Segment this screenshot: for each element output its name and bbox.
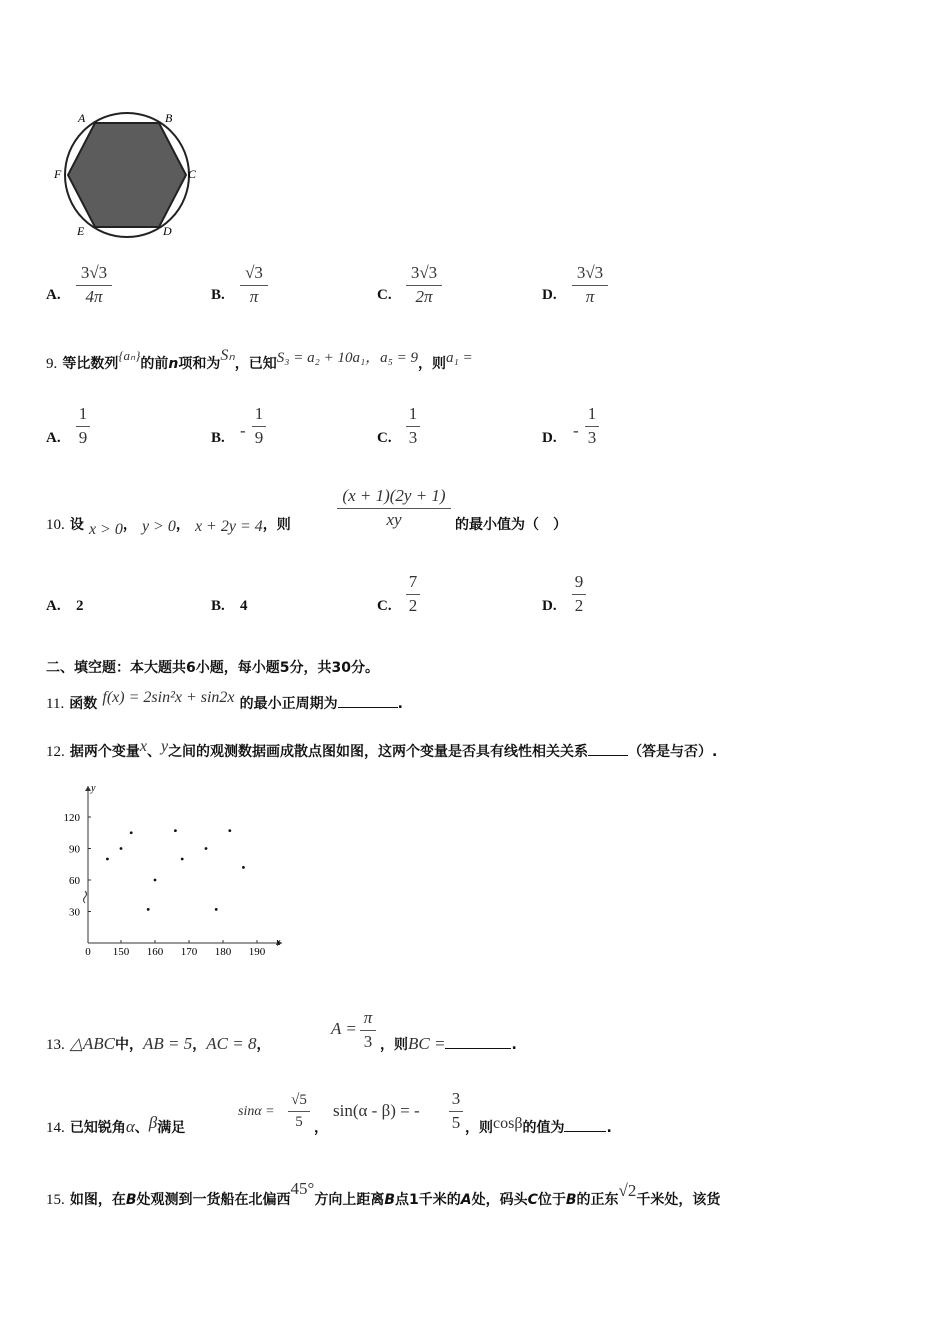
q14-number: 14. bbox=[46, 1120, 65, 1136]
q10-option-a-value: 2 bbox=[76, 598, 84, 614]
q10-text-1: 设 bbox=[69, 517, 84, 533]
data-point bbox=[228, 829, 231, 832]
vertex-label-a: A bbox=[78, 111, 86, 125]
q10-text-2: ，则 bbox=[262, 517, 291, 533]
q10-number: 10. bbox=[46, 517, 65, 533]
q9-option-d-label: D. bbox=[542, 430, 557, 446]
q9-text-1: 等比数列 bbox=[62, 356, 119, 372]
q8-option-b-value: √3 π bbox=[240, 264, 268, 306]
q10-option-a-label: A. bbox=[46, 598, 61, 614]
hexagon-in-circle-figure bbox=[50, 105, 210, 245]
question-10: 10. 设 x > 0， y > 0， x + 2y = 4，则 bbox=[46, 517, 291, 538]
q13-ac: AC = 8 bbox=[206, 1034, 257, 1053]
q14-text-4: 的值为 bbox=[522, 1120, 565, 1136]
q10-cond-y: y > 0 bbox=[141, 518, 176, 535]
q15-number: 15. bbox=[46, 1192, 65, 1208]
q8-option-a-value: 3√3 4π bbox=[76, 264, 112, 306]
q14-sin-value: √5 5 bbox=[288, 1092, 310, 1130]
question-9 bbox=[46, 347, 473, 373]
q15-text-5: 千米的 bbox=[418, 1192, 461, 1208]
q9-option-b-sign: - bbox=[240, 421, 246, 440]
x-tick-label: 190 bbox=[248, 946, 266, 955]
y-axis-label: y bbox=[91, 783, 96, 794]
q13-angle-value: π 3 bbox=[360, 1009, 376, 1051]
q14-text-2: 满足 bbox=[157, 1120, 186, 1136]
question-12 bbox=[46, 738, 718, 761]
q15-text-6: 处，码头 bbox=[471, 1192, 528, 1208]
q15-distance: 1 bbox=[409, 1192, 419, 1208]
q9-number: 9. bbox=[46, 356, 58, 372]
q13-answer-blank[interactable] bbox=[445, 1036, 511, 1049]
q8-option-d-value: 3√3 π bbox=[572, 264, 608, 306]
q9-option-d-value: 1 3 bbox=[585, 405, 599, 447]
q13-text-2: ，则 bbox=[380, 1037, 408, 1053]
q9-text-2: 的前 bbox=[140, 356, 169, 372]
q12-number: 12. bbox=[46, 744, 65, 760]
data-point bbox=[174, 829, 177, 832]
q9-sn: Sₙ bbox=[220, 347, 235, 364]
x-tick-label: 180 bbox=[214, 946, 232, 955]
q13-period: . bbox=[511, 1037, 517, 1053]
q9-option-b-label: B. bbox=[211, 430, 225, 446]
q15-text-1: 如图，在 bbox=[69, 1192, 126, 1208]
q9-option-b-value: 1 9 bbox=[252, 405, 266, 447]
q15-text-3: 方向上距离 bbox=[314, 1192, 385, 1208]
q8-option-c-value: 3√3 2π bbox=[406, 264, 442, 306]
data-point bbox=[205, 847, 208, 850]
q12-var-x: x bbox=[139, 738, 147, 755]
q14-tail bbox=[465, 1117, 612, 1137]
q14-text-1: 已知锐角 bbox=[69, 1120, 126, 1136]
q11-text-1: 函数 bbox=[69, 696, 98, 712]
q10-cond-sum: x + 2y = 4 bbox=[194, 518, 263, 535]
q14-sin-diff: sin(α - β) = - bbox=[333, 1101, 420, 1120]
x-tick-label: 160 bbox=[146, 946, 164, 955]
q9-option-c-label: C. bbox=[377, 430, 392, 446]
q11-period: . bbox=[397, 696, 403, 712]
q13-tail bbox=[380, 1034, 517, 1054]
q10-option-d-label: D. bbox=[542, 598, 557, 614]
vertex-label-c: C bbox=[188, 167, 197, 181]
data-point bbox=[154, 879, 157, 882]
q14-answer-blank[interactable] bbox=[564, 1119, 606, 1132]
q13-angle-lhs: A = bbox=[331, 1019, 357, 1038]
q14-beta: β bbox=[148, 1113, 158, 1132]
q14-text-3: ，则 bbox=[465, 1120, 493, 1136]
vertex-label-e: E bbox=[77, 224, 85, 238]
q10-option-d-value: 9 2 bbox=[572, 573, 586, 615]
q15-text-7: 位于 bbox=[537, 1192, 566, 1208]
q11-number: 11. bbox=[46, 696, 65, 712]
question-14 bbox=[46, 1113, 186, 1137]
q10-cond-x: x > 0 bbox=[88, 521, 123, 538]
data-point bbox=[242, 866, 245, 869]
scatter-plot bbox=[50, 780, 290, 955]
q15-point-a: A bbox=[460, 1192, 472, 1208]
q10-option-b-label: B. bbox=[211, 598, 225, 614]
q10-option-c-label: C. bbox=[377, 598, 392, 614]
y-tick-label: 120 bbox=[63, 812, 80, 824]
x-tick-label: 170 bbox=[180, 946, 198, 955]
vertex-label-f: F bbox=[54, 167, 62, 181]
q11-text-2: 的最小正周期为 bbox=[239, 696, 338, 712]
q15-sqrt2: √2 bbox=[618, 1181, 637, 1200]
q15-angle: 45° bbox=[290, 1179, 315, 1198]
q15-text-4: 点 bbox=[395, 1192, 409, 1208]
q12-separator: 、 bbox=[146, 744, 161, 760]
q9-n: n bbox=[168, 356, 179, 372]
y-tick-label: 60 bbox=[69, 875, 80, 887]
q12-answer-blank[interactable] bbox=[588, 743, 628, 756]
q15-point-b-2: B bbox=[384, 1192, 395, 1208]
data-point bbox=[147, 908, 150, 911]
q14-separator: 、 bbox=[134, 1120, 149, 1136]
data-point bbox=[120, 847, 123, 850]
q9-condition: S₃ = a₂ + 10a₁，a₅ = 9 bbox=[276, 350, 418, 366]
q15-point-c: C bbox=[527, 1192, 538, 1208]
q10-text-3: 的最小值为（ ） bbox=[455, 517, 567, 533]
q15-point-b: B bbox=[125, 1192, 137, 1208]
data-point bbox=[181, 858, 184, 861]
q9-option-a-label: A. bbox=[46, 430, 61, 446]
question-11 bbox=[46, 689, 403, 713]
question-15 bbox=[46, 1179, 721, 1209]
q15-text-2: 处观测到一货船在北偏西 bbox=[136, 1192, 291, 1208]
q15-point-b-3: B bbox=[565, 1192, 577, 1208]
data-point bbox=[215, 908, 218, 911]
question-13: 13. △ABC中，AB = 5，AC = 8， bbox=[46, 1034, 271, 1053]
q12-text-2: 之间的观测数据画成散点图如图，这两个变量是否具有线性相关关系 bbox=[168, 744, 589, 760]
q9-option-a-value: 1 9 bbox=[76, 405, 90, 447]
q14-period: . bbox=[606, 1120, 612, 1136]
q10-option-b-value: 4 bbox=[240, 598, 248, 614]
q15-text-8: 的正东 bbox=[576, 1192, 619, 1208]
q9-option-c-value: 1 3 bbox=[406, 405, 420, 447]
x-tick-label: 150 bbox=[112, 946, 130, 955]
y-tick-label: 30 bbox=[69, 906, 80, 919]
q12-var-y: y bbox=[160, 738, 169, 755]
vertex-label-d: D bbox=[163, 224, 172, 238]
q9-text-4: ，已知 bbox=[234, 356, 277, 372]
q11-answer-blank[interactable] bbox=[338, 695, 398, 708]
data-point bbox=[130, 831, 133, 834]
q9-option-d-sign: - bbox=[573, 421, 579, 440]
q12-text-3: （答是与否）. bbox=[628, 744, 718, 760]
q13-text-1: 中， bbox=[115, 1037, 144, 1053]
q10-option-c-value: 7 2 bbox=[406, 573, 420, 615]
q8-option-b-label: B. bbox=[211, 287, 225, 303]
q10-expression: (x + 1)(2y + 1) xy bbox=[337, 487, 451, 529]
q14-sin-lhs: sinα = bbox=[238, 1104, 275, 1119]
q14-sin-diff-value: 3 5 bbox=[449, 1090, 463, 1132]
q8-option-a-label: A. bbox=[46, 287, 61, 303]
x-axis-label: x bbox=[276, 937, 281, 948]
q12-text-1: 据两个变量 bbox=[69, 744, 140, 760]
q9-sequence: {aₙ} bbox=[118, 348, 141, 363]
q9-text-3: 项和为 bbox=[178, 356, 221, 372]
q15-text-9: 千米处，该货 bbox=[636, 1192, 721, 1208]
q13-ab: AB = 5 bbox=[143, 1034, 193, 1053]
vertex-label-b: B bbox=[165, 111, 173, 125]
data-point bbox=[106, 858, 109, 861]
section-2-heading: 二、填空题：本大题共6小题，每小题5分，共30分。 bbox=[46, 660, 379, 676]
q9-ask: a₁ = bbox=[446, 350, 473, 366]
q9-text-5: ，则 bbox=[418, 356, 446, 372]
q14-cos-beta: cosβ bbox=[493, 1115, 523, 1132]
q8-option-d-label: D. bbox=[542, 287, 557, 303]
axis-break-mark bbox=[84, 891, 87, 903]
q8-option-c-label: C. bbox=[377, 287, 392, 303]
q13-number: 13. bbox=[46, 1037, 65, 1053]
q13-bc: BC = bbox=[408, 1034, 446, 1053]
x-tick-label: 0 bbox=[85, 946, 91, 955]
y-tick-label: 90 bbox=[69, 843, 80, 856]
q11-function: f(x) = 2sin²x + sin2x bbox=[102, 689, 235, 706]
q13-triangle: △ABC bbox=[69, 1034, 116, 1053]
q14-alpha: α bbox=[125, 1117, 135, 1136]
